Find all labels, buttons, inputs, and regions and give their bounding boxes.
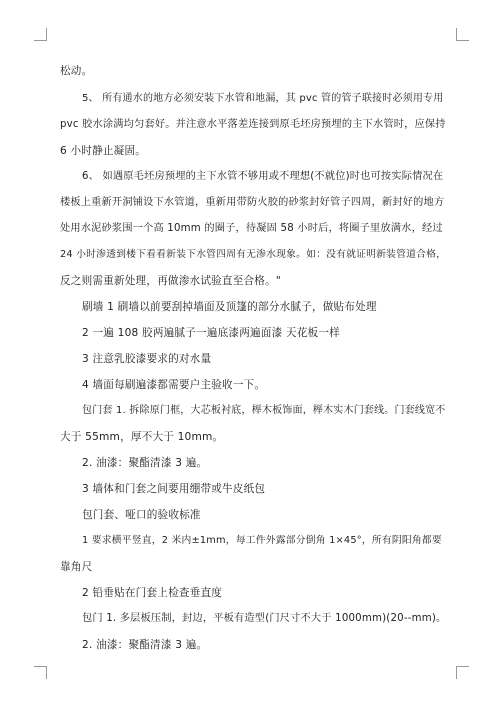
text-line: 2 铅垂贴在门套上检查垂直度: [82, 587, 223, 599]
text-line: 靠角尺: [60, 561, 93, 573]
text-line: pvc 胶水涂满均匀套好。并注意水平落差连接到原毛坯房预埋的主下水管时，应保持: [60, 119, 446, 130]
page-corner-mark-top-left: [34, 28, 47, 41]
page-corner-mark-bottom-left: [34, 666, 47, 679]
text-line: 1 要求横平竖直，2 米内±1mm，每工件外露部分倒角 1×45°，所有阴阳角都要: [82, 535, 442, 546]
text-line: 3 墙体和门套之间要用绷带或牛皮纸包: [82, 483, 266, 495]
text-line: 3 注意乳胶漆要求的对水量: [82, 353, 212, 365]
text-line: 6、 如遇原毛坯房预埋的主下水管不够用或不理想(不就位)时也可按实际情况在: [82, 171, 444, 182]
text-line: 大于 55mm，厚不大于 10mm。: [60, 431, 224, 443]
text-line: 反之则需重新处理，再做渗水试验直至合格。": [60, 275, 281, 287]
text-line: 楼板上重新开洞铺设下水管道，重新用带防火胶的砂浆封好管子四周，新封好的地方: [60, 197, 445, 208]
text-line: 6 小时静止凝固。: [60, 145, 147, 157]
text-line: 24 小时渗透到楼下看看新装下水管四周有无渗水现象。如：没有就证明新装管道合格，: [60, 249, 447, 260]
text-line: 包门套 1. 拆除原门框，大芯板衬底，榉木板饰面，榉木实木门套线。门套线宽不: [82, 405, 446, 416]
text-line: 处用水泥砂浆围一个高 10mm 的圈子，待凝固 58 小时后，将圈子里放满水，经过: [60, 223, 443, 234]
text-line: 包门套、哑口的验收标准: [82, 509, 201, 521]
text-line: 4 墙面每刷遍漆都需要户主验收一下。: [82, 379, 266, 391]
text-line: 2. 油漆：聚酯清漆 3 遍。: [82, 639, 208, 651]
text-line: 5、 所有通水的地方必须安装下水管和地漏，其 pvc 管的管子联接时必须用专用: [82, 93, 444, 104]
text-line: 2 一遍 108 胶两遍腻子一遍底漆两遍面漆 天花板一样: [82, 327, 340, 339]
page-corner-mark-bottom-right: [456, 666, 469, 679]
page-corner-mark-top-right: [456, 28, 469, 41]
text-line: 包门 1. 多层板压制，封边，平板有造型(门尺寸不大于 1000mm)(20--mm)。: [82, 613, 447, 624]
text-line: 2. 油漆：聚酯清漆 3 遍。: [82, 457, 208, 469]
text-line: 刷墙 1 刷墙以前要刮掉墙面及顶篷的部分水腻子，做贴布处理: [82, 301, 377, 313]
text-line: 松动。: [60, 65, 93, 77]
